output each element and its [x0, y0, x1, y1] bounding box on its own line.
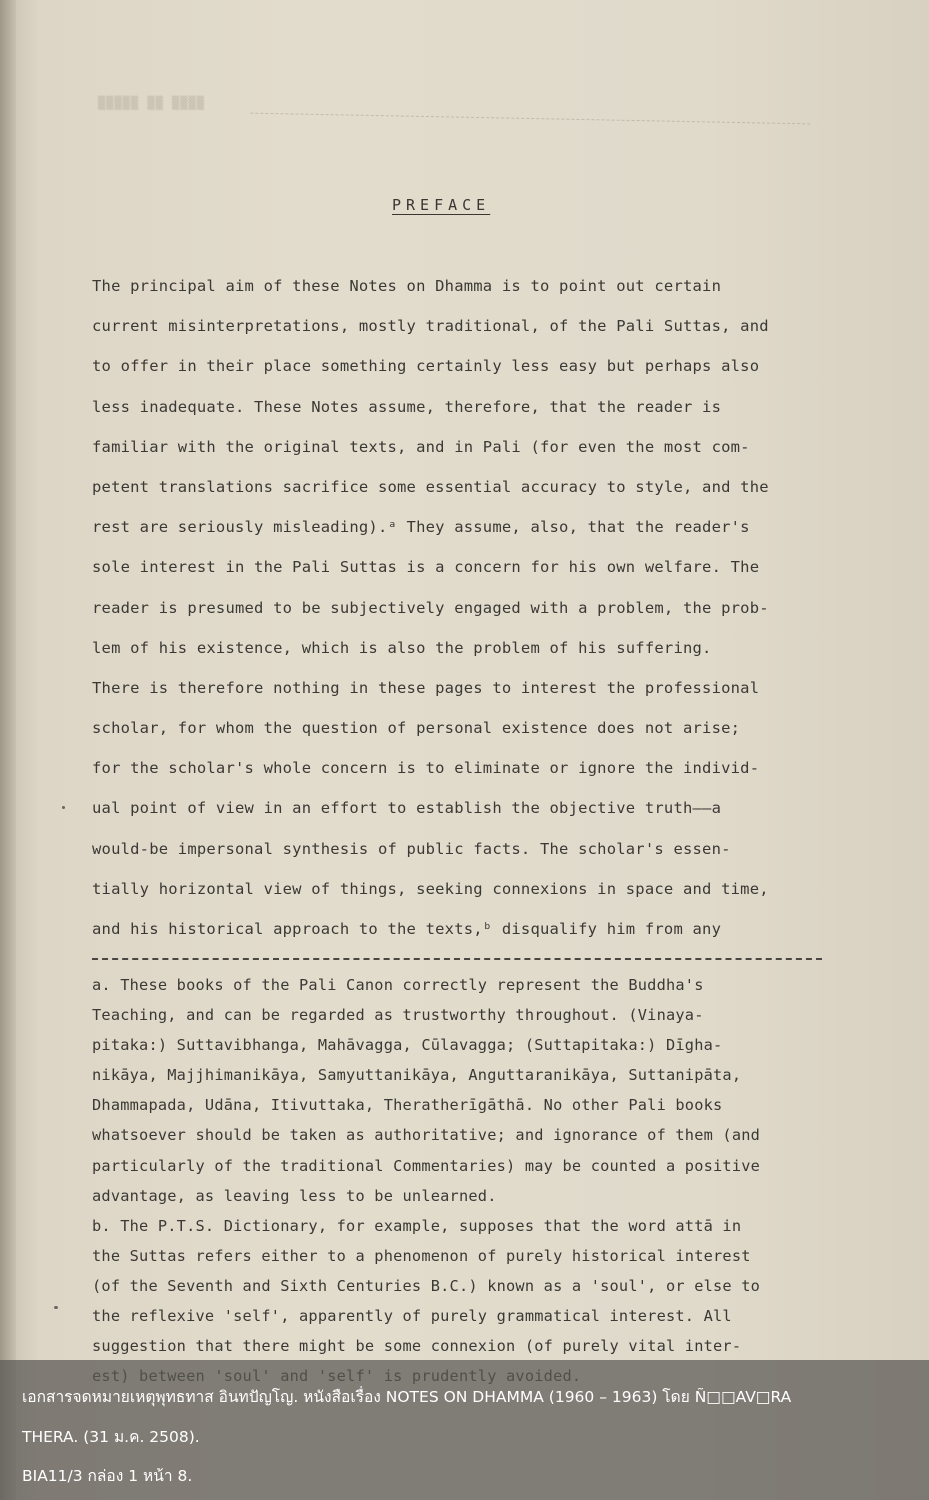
footnote-line: b. The P.T.S. Dictionary, for example, supposes that the word attā in [92, 1216, 742, 1235]
footnote-line: particularly of the traditional Commentaries) may be counted a positive [92, 1156, 761, 1175]
margin-mark [54, 1306, 58, 1309]
faded-dotted-line [250, 113, 810, 155]
text-line: ual point of view in an effort to establish the objective truth——a [92, 799, 722, 818]
footnote-line: advantage, as leaving less to be unlearned. [92, 1186, 497, 1205]
text-line: for the scholar's whole concern is to eliminate or ignore the individ- [92, 759, 760, 778]
footnote-line: (of the Seventh and Sixth Centuries B.C.) known as a 'soul', or else to [92, 1276, 761, 1295]
footnote-line: a. These books of the Pali Canon correctly represent the Buddha's [92, 976, 704, 994]
text-line: to offer in their place something certainly less easy but perhaps also [92, 357, 760, 376]
caption-line: BIA11/3 กล่อง 1 หน้า 8. [22, 1467, 193, 1485]
text-line: current misinterpretations, mostly traditional, of the Pali Suttas, and [92, 317, 769, 336]
footnotes [92, 972, 832, 1393]
caption-line: เอกสารจดหมายเหตุพุทธทาส อินทปัญโญ. หนังสือเรื่อง NOTES ON DHAMMA (1960 – 1963) โดย Ñ□□AV□RA [22, 1388, 792, 1406]
footnote-line: pitaka:) Suttavibhanga, Mahāvagga, Cūlavagga; (Suttapitaka:) Dīgha- [92, 1036, 723, 1055]
footnote-line: suggestion that there might be some connexion (of purely vital inter- [92, 1337, 742, 1356]
archive-caption-bar [0, 1360, 929, 1500]
book-spine-shadow [0, 0, 16, 1500]
text-line: would-be impersonal synthesis of public facts. The scholar's essen- [92, 839, 731, 858]
footnote-line: the reflexive 'self', apparently of purely grammatical interest. All [92, 1307, 732, 1326]
text-line: less inadequate. These Notes assume, therefore, that the reader is [92, 397, 722, 416]
preface-body [92, 272, 832, 955]
text-line: familiar with the original texts, and in Pali (for even the most com- [92, 437, 750, 456]
text-line: rest are seriously misleading).ᵃ They assume, also, that the reader's [92, 518, 750, 537]
faded-stamp: ▒▒▒▒▒ ▒▒ ▒▒▒▒ [98, 96, 205, 110]
footnote-line: the Suttas refers either to a phenomenon of purely historical interest [92, 1246, 751, 1265]
page-title: PREFACE [392, 196, 491, 214]
text-line: The principal aim of these Notes on Dhamma is to point out certain [92, 277, 722, 295]
footnote-line: Teaching, and can be regarded as trustworthy throughout. (Vinaya- [92, 1006, 704, 1025]
footnote-separator [92, 958, 822, 960]
footnote-line: whatsoever should be taken as authoritative; and ignorance of them (and [92, 1126, 761, 1145]
text-line: reader is presumed to be subjectively engaged with a problem, the prob- [92, 598, 769, 617]
text-line: tially horizontal view of things, seeking connexions in space and time, [92, 879, 769, 898]
text-line: scholar, for whom the question of personal existence does not arise; [92, 719, 741, 738]
text-line: sole interest in the Pali Suttas is a concern for his own welfare. The [92, 558, 760, 577]
text-line: lem of his existence, which is also the problem of his suffering. [92, 638, 712, 657]
text-line: There is therefore nothing in these pages to interest the professional [92, 678, 760, 697]
footnote-line: nikāya, Majjhimanikāya, Samyuttanikāya, Anguttaranikāya, Suttanipāta, [92, 1066, 742, 1085]
text-line: petent translations sacrifice some essential accuracy to style, and the [92, 477, 769, 496]
margin-mark [62, 806, 65, 809]
footnote-line: Dhammapada, Udāna, Itivuttaka, Theratherīgāthā. No other Pali books [92, 1096, 723, 1115]
text-line: and his historical approach to the texts,ᵇ disqualify him from any [92, 920, 722, 938]
caption-line: THERA. (31 ม.ค. 2508). [22, 1428, 200, 1446]
